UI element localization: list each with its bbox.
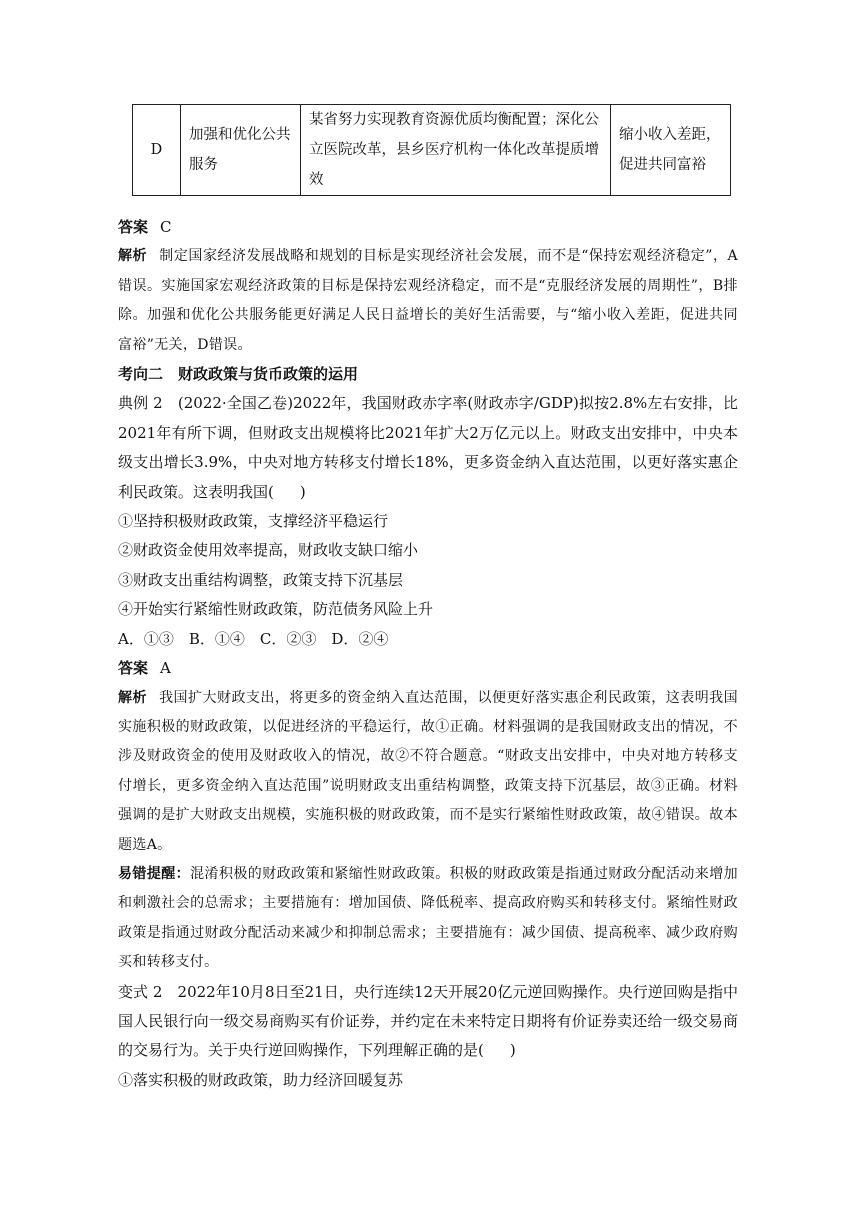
policy-table <box>132 104 731 196</box>
row-measure: 加强和优化公共服务 <box>181 105 301 196</box>
q3-stem: 变式 2 2022年10月8日至21日，央行连续12天开展20亿元逆回购操作。央行逆回购是指中国人民银行向一级交易商购买有价证券，并约定在未来特定日期将有价证券卖还给一级交易商的交易行为。关于央行逆回购操作，下列理解正确的是( ) <box>118 982 739 1060</box>
q2-option-2: ②财政资金使用效率提高，财政收支缺口缩小 <box>118 541 419 560</box>
table-row <box>133 105 731 196</box>
answer-label: 答案 <box>118 659 149 678</box>
stem-prefix: 典例 2 <box>118 394 178 413</box>
q2-answer <box>118 654 738 683</box>
tip-text: 混淆积极的财政政策和紧缩性财政政策。积极的财政政策是指通过财政分配活动来增加和刺激社会的总需求；主要措施有：增加国债、降低税率、提高政府购买和转移支付。紧缩性财政政策是指通过财政分配活动来减少和抑制总需求；主要措施有：减少国债、提高税率、减少政府购买和转移支付。 <box>118 865 738 971</box>
tip-label: 易错提醒： <box>118 865 191 882</box>
q2-option-3: ③财政支出重结构调整，政策支持下沉基层 <box>118 570 404 589</box>
q3-option-1: ①落实积极的财政政策，助力经济回暖复苏 <box>118 1070 404 1089</box>
row-goal: 缩小收入差距，促进共同富裕 <box>611 105 731 196</box>
stem-prefix: 变式 2 <box>118 982 178 1001</box>
analysis-text: 我国扩大财政支出，将更多的资金纳入直达范围，以便更好落实惠企利民政策，这表明我国实施积极的财政政策，以促进经济的平稳运行，故①正确。材料强调的是我国财政支出的情况，不涉及财政资金的使用及财政收入的情况，故②不符合题意。“财政支出安排中，中央对地方转移支付增长，更多资金纳入直达范围”说明财政支出重结构调整，政策支持下沉基层，故③正确。材料强调的是扩大财政支出规模，实施积极的财政政策，而不是实行紧缩性财政政策，故④错误。故本题选A。 <box>118 689 738 853</box>
row-example: 某省努力实现教育资源优质均衡配置；深化公立医院改革，县乡医疗机构一体化改革提质增效 <box>301 105 611 196</box>
analysis-label: 解析 <box>118 248 148 265</box>
answer-value: C <box>160 218 172 236</box>
row-letter: D <box>133 105 181 196</box>
q1-analysis <box>118 242 738 360</box>
q2-option-1: ①坚持积极财政政策，支撑经济平稳运行 <box>118 512 389 531</box>
q2-analysis <box>118 684 738 860</box>
q2-tip <box>118 860 738 978</box>
document-body <box>118 213 738 1095</box>
answer-label: 答案 <box>118 218 149 236</box>
section-heading: 考向二 财政政策与货币政策的运用 <box>118 365 359 384</box>
analysis-label: 解析 <box>118 689 147 706</box>
stem-text: (2022·全国乙卷)2022年，我国财政赤字率(财政赤字/GDP)拟按2.8%左右安排，比2021年有所下调，但财政支出规模将比2021年扩大2万亿元以上。财政支出安排中，中央本级支出增长3.9%，中央对地方转移支付增长18%，更多资金纳入直达范围，以更好落实惠企利民政策。这表明我国( <box>118 394 738 501</box>
stem-text: 2022年10月8日至21日，央行连续12天开展20亿元逆回购操作。央行逆回购是指中国人民银行向一级交易商购买有价证券，并约定在未来特定日期将有价证券卖还给一级交易商的交易行为。关于央行逆回购操作，下列理解正确的是( <box>118 982 739 1060</box>
q1-answer <box>118 213 738 242</box>
q2-stem: 典例 2 (2022·全国乙卷)2022年，我国财政赤字率(财政赤字/GDP)拟按2.8%左右安排，比2021年有所下调，但财政支出规模将比2021年扩大2万亿元以上。财政支出安排中，中央本级支出增长3.9%，中央对地方转移支付增长18%，更多资金纳入直达范围，以更好落实惠企利民政策。这表明我国( ) <box>118 394 738 501</box>
q2-choices: A．①③ B．①④ C．②③ D．②④ <box>118 629 389 648</box>
analysis-text: 制定国家经济发展战略和规划的目标是实现经济社会发展，而不是“保持宏观经济稳定”，A错误。实施国家宏观经济政策的目标是保持宏观经济稳定，而不是“克服经济发展的周期性”，B排除。加强和优化公共服务能更好满足人民日益增长的美好生活需要，与“缩小收入差距，促进共同富裕”无关，D错误。 <box>118 248 739 353</box>
answer-value: A <box>160 659 171 678</box>
q2-option-4: ④开始实行紧缩性财政政策，防范债务风险上升 <box>118 600 434 619</box>
